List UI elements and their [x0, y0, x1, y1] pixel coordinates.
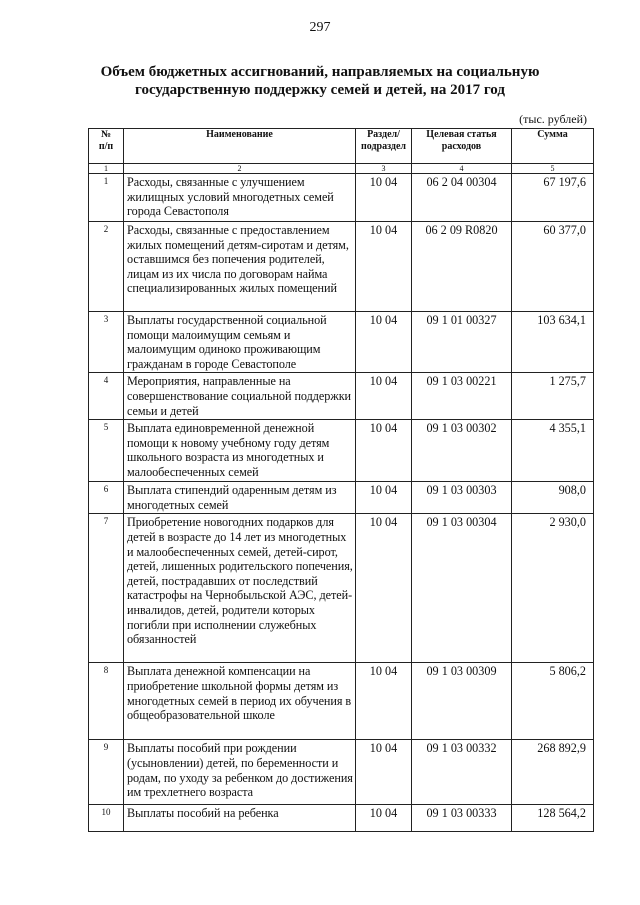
row-code: 06 2 09 R0820 [412, 222, 512, 312]
table-row [89, 482, 594, 514]
table-header-row [89, 129, 594, 164]
row-name: Расходы, связанные с предоставлением жилых помещений детям-сиротам и детям, оставшимся без попечения родителей, лицам из их числа по договорам найма специализированных жилых помещений [124, 222, 356, 312]
row-code: 09 1 03 00302 [412, 420, 512, 482]
unit-label: (тыс. рублей) [519, 112, 587, 126]
row-code: 06 2 04 00304 [412, 174, 512, 222]
header-code-line1: Целевая статья [426, 129, 497, 140]
column-index-row [89, 164, 594, 174]
row-name: Приобретение новогодних подарков для детей в возрасте до 14 лет из многодетных и малообеспеченных семей, детей-сирот, детей, лишенных родительского попечения, детей, пострадавших от последствий катастрофы на Чернобыльской АЭС, детей-инвалидов, детей, родители которых погибли при исполнении служебных обязанностей [124, 514, 356, 663]
row-section: 10 04 [356, 420, 412, 482]
row-code: 09 1 03 00303 [412, 482, 512, 514]
row-sum: 5 806,2 [512, 663, 594, 740]
row-number: 5 [89, 420, 124, 482]
row-section: 10 04 [356, 312, 412, 373]
row-number: 2 [89, 222, 124, 312]
row-number: 7 [89, 514, 124, 663]
column-index: 4 [412, 164, 512, 174]
row-code: 09 1 03 00309 [412, 663, 512, 740]
column-index: 1 [89, 164, 124, 174]
header-code-line2: расходов [441, 141, 482, 152]
row-number: 6 [89, 482, 124, 514]
row-sum: 908,0 [512, 482, 594, 514]
row-number: 1 [89, 174, 124, 222]
row-name: Выплата единовременной денежной помощи к новому учебному году детям школьного возраста из многодетных и малообеспеченных семей [124, 420, 356, 482]
header-sum: Сумма [512, 129, 594, 164]
row-number: 10 [89, 805, 124, 832]
row-code: 09 1 03 00221 [412, 373, 512, 420]
row-name: Выплата стипендий одаренным детям из многодетных семей [124, 482, 356, 514]
table-row [89, 805, 594, 832]
header-name: Наименование [124, 129, 356, 164]
column-index: 2 [124, 164, 356, 174]
row-section: 10 04 [356, 222, 412, 312]
table-row [89, 663, 594, 740]
row-number: 9 [89, 740, 124, 805]
row-number: 8 [89, 663, 124, 740]
page-number: 297 [309, 20, 331, 35]
row-section: 10 04 [356, 174, 412, 222]
row-sum: 268 892,9 [512, 740, 594, 805]
row-name: Расходы, связанные с улучшением жилищных условий многодетных семей города Севастополя [124, 174, 356, 222]
header-section [356, 129, 412, 164]
header-num [89, 129, 124, 164]
table-row [89, 373, 594, 420]
header-section-line2: подраздел [360, 141, 407, 152]
row-code: 09 1 03 00332 [412, 740, 512, 805]
row-code: 09 1 03 00333 [412, 805, 512, 832]
allocations-table [88, 128, 594, 832]
row-sum: 60 377,0 [512, 222, 594, 312]
row-sum: 1 275,7 [512, 373, 594, 420]
row-sum: 128 564,2 [512, 805, 594, 832]
table-row [89, 222, 594, 312]
table-row [89, 312, 594, 373]
document-title [60, 63, 580, 99]
row-sum: 103 634,1 [512, 312, 594, 373]
row-section: 10 04 [356, 740, 412, 805]
row-sum: 67 197,6 [512, 174, 594, 222]
table-row [89, 740, 594, 805]
row-name: Выплаты пособий при рождении (усыновлении) детей, по беременности и родам, по уходу за ребенком до достижения им трехлетнего возраста [124, 740, 356, 805]
table-row [89, 174, 594, 222]
header-code [412, 129, 512, 164]
row-name: Выплаты государственной социальной помощи малоимущим семьям и малоимущим одиноко проживающим гражданам в городе Севастополе [124, 312, 356, 373]
row-sum: 4 355,1 [512, 420, 594, 482]
header-num-line2: п/п [98, 141, 114, 152]
header-section-line1: Раздел/ [367, 129, 400, 140]
row-code: 09 1 03 00304 [412, 514, 512, 663]
row-code: 09 1 01 00327 [412, 312, 512, 373]
row-name: Мероприятия, направленные на совершенствование социальной поддержки семьи и детей [124, 373, 356, 420]
row-section: 10 04 [356, 663, 412, 740]
title-line-1: Объем бюджетных ассигнований, направляемых на социальную [100, 64, 540, 80]
row-sum: 2 930,0 [512, 514, 594, 663]
row-number: 4 [89, 373, 124, 420]
row-name: Выплаты пособий на ребенка [124, 805, 356, 832]
table-row [89, 420, 594, 482]
row-name: Выплата денежной компенсации на приобретение школьной формы детям из многодетных семей в период их обучения в общеобразовательной школе [124, 663, 356, 740]
row-section: 10 04 [356, 514, 412, 663]
table-row [89, 514, 594, 663]
row-number: 3 [89, 312, 124, 373]
title-line-2: государственную поддержку семей и детей, на 2017 год [135, 82, 505, 98]
column-index: 5 [512, 164, 594, 174]
header-num-line1: № [100, 129, 112, 140]
row-section: 10 04 [356, 373, 412, 420]
row-section: 10 04 [356, 482, 412, 514]
column-index: 3 [356, 164, 412, 174]
row-section: 10 04 [356, 805, 412, 832]
